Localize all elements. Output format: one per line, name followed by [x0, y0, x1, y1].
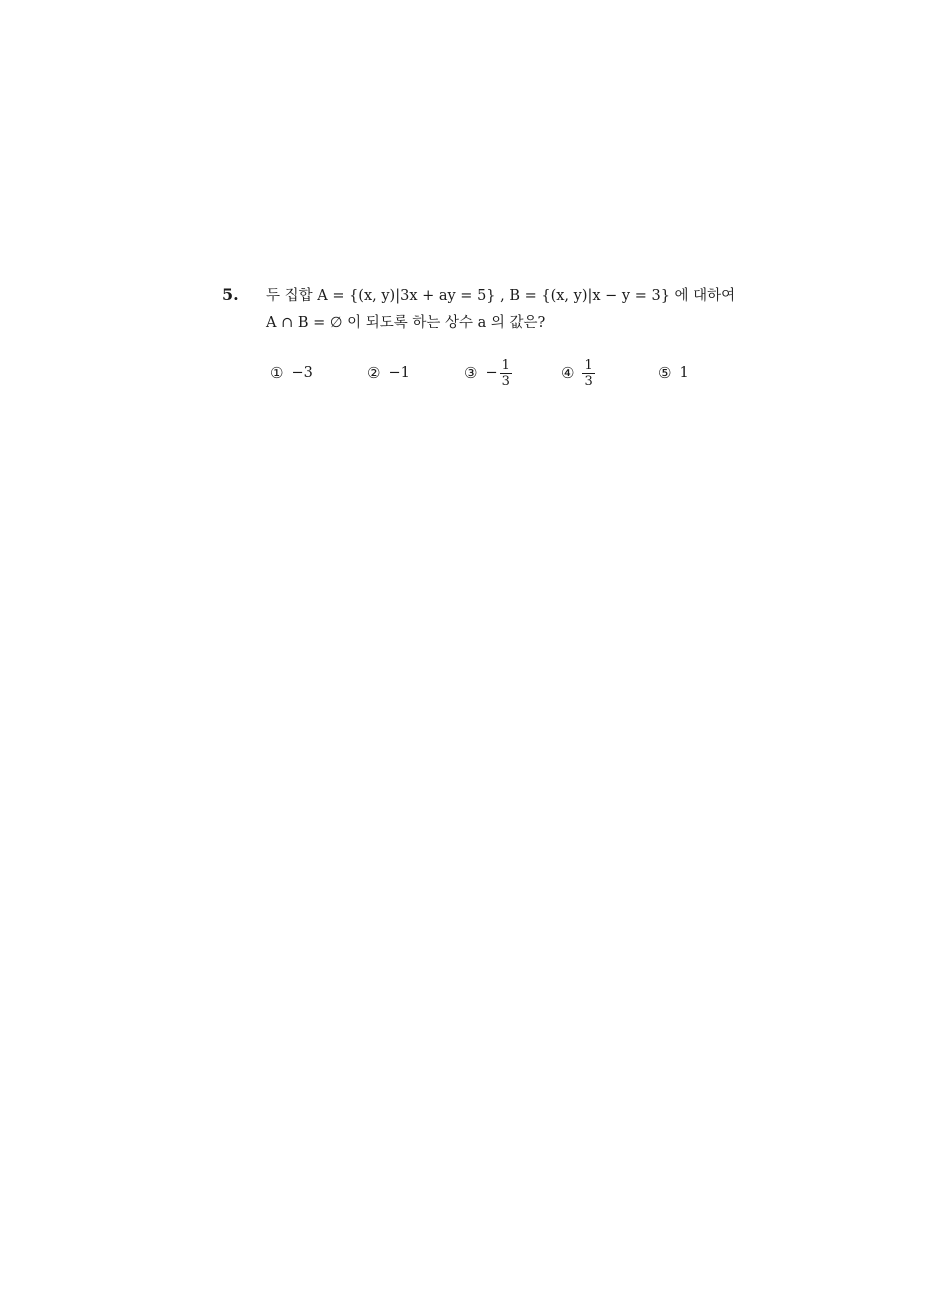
choice-2[interactable] [367, 353, 410, 393]
choice-5-value: 1 [679, 365, 689, 381]
choice-1-mark: ① [270, 364, 284, 382]
choice-2-value: −1 [388, 365, 410, 381]
question-number: 5. [222, 285, 239, 304]
choice-4[interactable] [561, 353, 595, 393]
choice-5-mark: ⑤ [658, 364, 672, 382]
choice-4-fraction [582, 358, 594, 389]
choice-1-value: −3 [291, 365, 313, 381]
choice-4-numerator: 1 [584, 357, 593, 373]
choice-3-numerator: 1 [501, 357, 510, 373]
choice-2-mark: ② [367, 364, 381, 382]
choice-4-denominator: 3 [584, 373, 593, 389]
answer-choices [270, 353, 750, 393]
choice-5[interactable] [658, 353, 689, 393]
choice-3[interactable] [464, 353, 512, 393]
choice-3-fraction [500, 358, 512, 389]
choice-3-mark: ③ [464, 364, 478, 382]
choice-3-denominator: 3 [501, 373, 510, 389]
choice-3-sign: − [485, 365, 498, 381]
question-stem-line-2: A ∩ B = ∅ 이 되도록 하는 상수 a 의 값은? [266, 315, 546, 331]
question-stem [266, 283, 776, 337]
choice-4-mark: ④ [561, 364, 575, 382]
question-stem-line-1: 두 집합 A = {(x, y)|3x + ay = 5} , B = {(x, y)|x − y = 3} 에 대하여 [266, 288, 736, 304]
choice-1[interactable] [270, 353, 313, 393]
